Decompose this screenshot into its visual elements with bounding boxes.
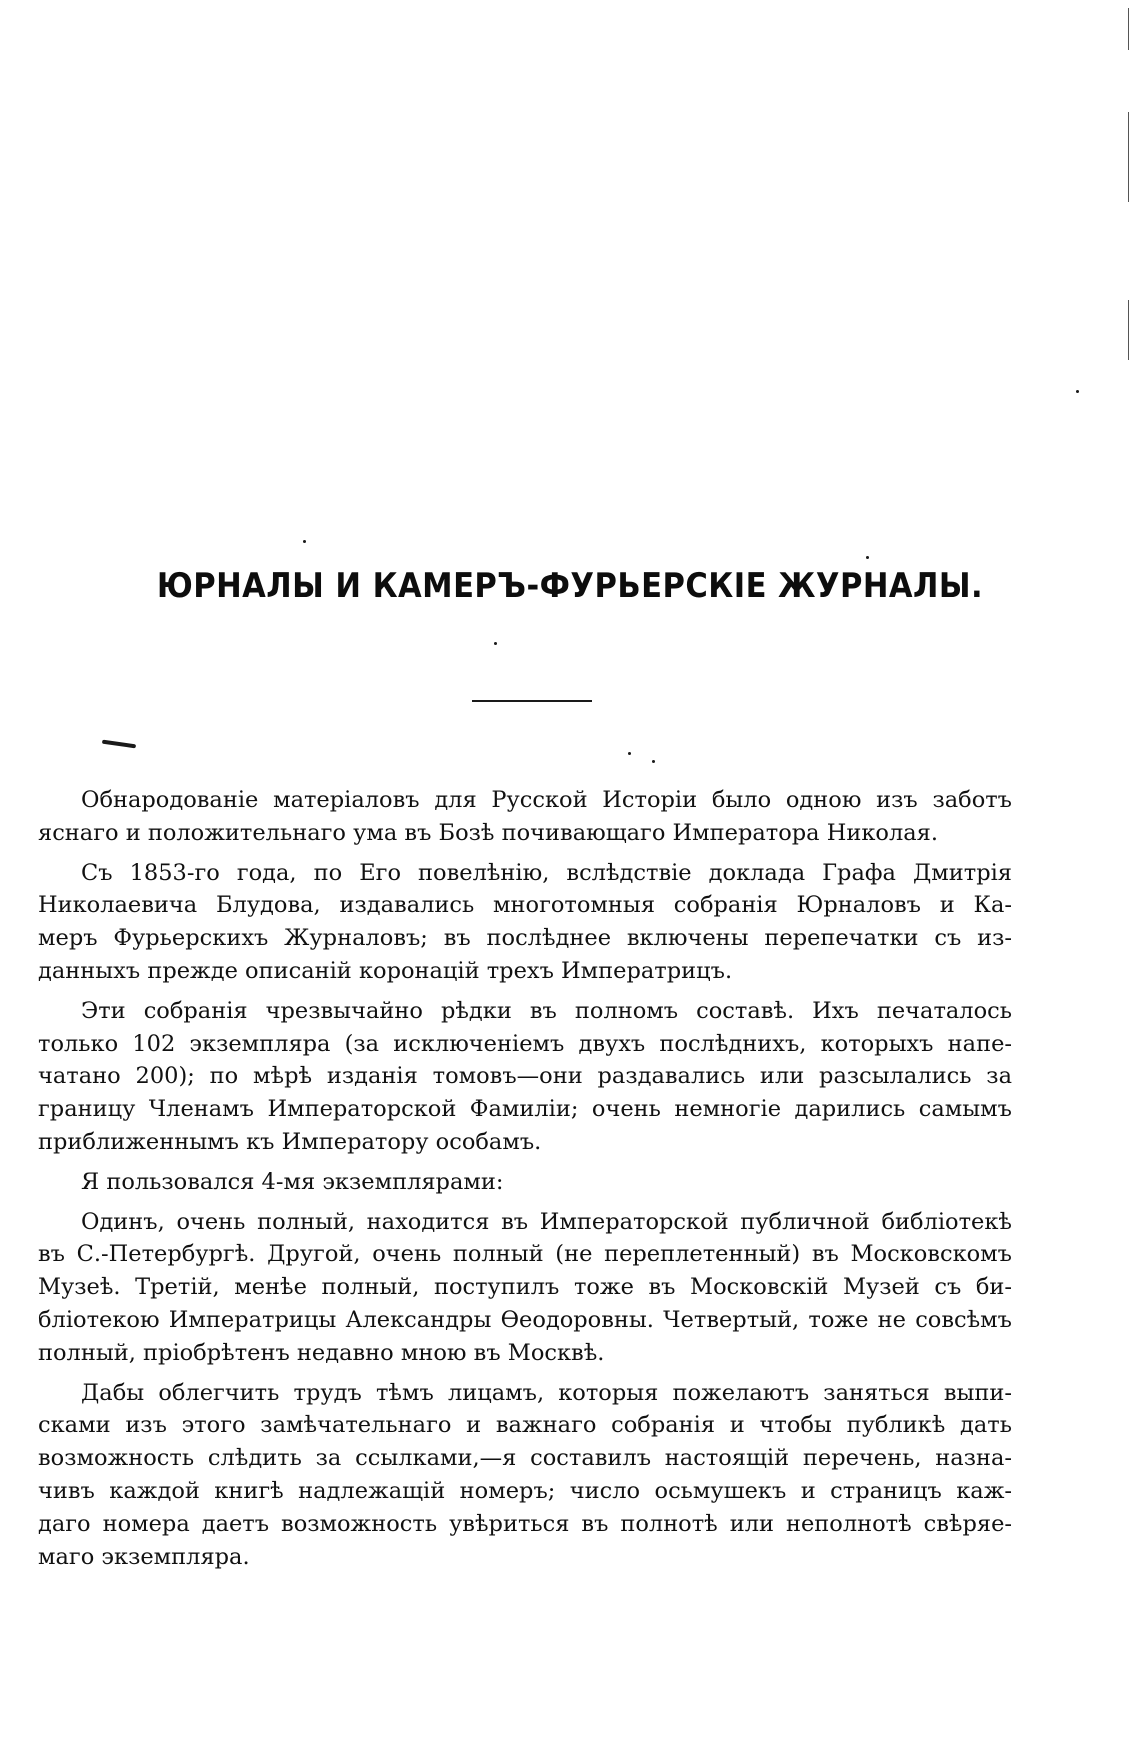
text-line: Обнародованіе матеріаловъ для Русской Исторіи было одною изъ заботъ — [81, 787, 1012, 813]
text-line: Музеѣ. Третій, менѣе полный, поступилъ тоже въ Московскій Музей съ би- — [38, 1274, 1012, 1301]
text-line: Дабы облегчить трудъ тѣмъ лицамъ, которыя пожелаютъ заняться выпи- — [81, 1379, 1012, 1406]
title-divider-rule — [472, 700, 592, 702]
text-line: чатано 200); по мѣрѣ изданія томовъ—они раздавались или разсылались за — [38, 1063, 1012, 1090]
scan-speck — [1076, 390, 1079, 393]
paragraph — [38, 1206, 1012, 1370]
text-line: въ С.-Петербургѣ. Другой, очень полный (не переплетенный) въ Московскомъ — [38, 1241, 1012, 1268]
scan-speck — [628, 752, 631, 755]
scan-margin-line — [1128, 112, 1129, 202]
body-text — [38, 784, 1012, 1580]
text-line: Я пользовался 4-мя экземплярами: — [81, 1168, 504, 1195]
text-line: меръ Фурьерскихъ Журналовъ; въ послѣднее включены перепечатки съ из- — [38, 925, 1012, 952]
text-line: даго номера даетъ возможность увѣриться въ полнотѣ или неполнотѣ свѣряе- — [38, 1510, 1012, 1537]
text-line: возможность слѣдить за ссылками,—я составилъ настоящій перечень, назна- — [38, 1445, 1012, 1472]
scan-margin-line — [1128, 300, 1129, 360]
page-title: ЮРНАЛЫ И КАМЕРЪ-ФУРЬЕРСКІЕ ЖУРНАЛЫ. — [156, 566, 984, 606]
paragraph — [38, 995, 1012, 1159]
text-line: Одинъ, очень полный, находится въ Императорской публичной библіотекѣ — [81, 1208, 1012, 1235]
scan-margin-line — [1128, 8, 1129, 50]
text-line: маго экземпляра. — [38, 1543, 250, 1570]
scan-speck — [866, 556, 869, 559]
text-line: Съ 1853-го года, по Его повелѣнію, вслѣдствіе доклада Графа Дмитрія — [81, 859, 1012, 886]
text-line: полный, пріобрѣтенъ недавно мною въ Москвѣ. — [38, 1339, 605, 1366]
paragraph — [38, 857, 1012, 988]
text-line: яснаго и положительнаго ума въ Бозѣ почивающаго Императора Николая. — [38, 819, 939, 846]
paragraph — [38, 1166, 1012, 1199]
text-line: данныхъ прежде описаній коронацій трехъ Императрицъ. — [38, 957, 733, 984]
text-line: приближеннымъ къ Императору особамъ. — [38, 1128, 542, 1155]
ink-dash-mark — [102, 740, 136, 749]
text-line: Эти собранія чрезвычайно рѣдки въ полномъ составѣ. Ихъ печаталось — [81, 997, 1012, 1024]
text-line: чивъ каждой книгѣ надлежащій номеръ; число осьмушекъ и страницъ каж- — [38, 1477, 1012, 1504]
paragraph — [38, 784, 1012, 850]
text-line: границу Членамъ Императорской Фамиліи; очень немногіе дарились самымъ — [38, 1096, 1012, 1123]
scan-speck — [303, 540, 306, 543]
text-line: сками изъ этого замѣчательнаго и важнаго собранія и чтобы публикѣ дать — [38, 1412, 1012, 1439]
text-line: бліотекою Императрицы Александры Ѳеодоровны. Четвертый, тоже не совсѣмъ — [38, 1306, 1012, 1333]
scan-speck — [494, 642, 497, 645]
scan-speck — [652, 760, 655, 763]
text-line: только 102 экземпляра (за исключеніемъ двухъ послѣднихъ, которыхъ напе- — [38, 1030, 1012, 1057]
paragraph — [38, 1377, 1012, 1574]
text-line: Николаевича Блудова, издавались многотомныя собранія Юрналовъ и Ка- — [38, 892, 1012, 919]
